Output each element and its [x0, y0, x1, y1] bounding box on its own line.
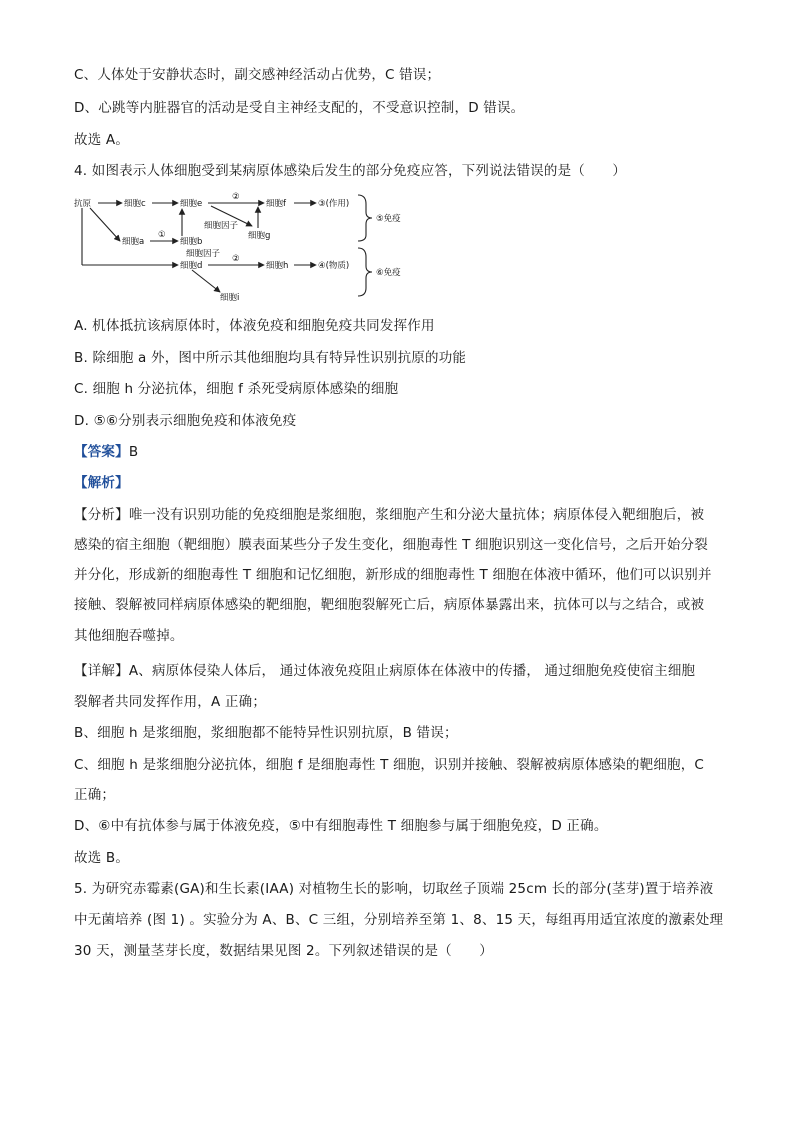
option-d: D. ⑤⑥分别表示细胞免疫和体液免疫: [74, 413, 297, 429]
label-num-2-bottom: ②: [232, 254, 240, 264]
label-cell-i: 细胞i: [220, 293, 240, 302]
label-factor-2: 细胞因子: [186, 249, 221, 259]
label-cell-c: 细胞c: [124, 199, 146, 209]
xiangjie-line-6: D、⑥中有抗体参与属于体液免疫，⑤中有细胞毒性 T 细胞参与属于细胞免疫，D 正确。: [74, 818, 608, 834]
answer-value: B: [128, 444, 139, 460]
analysis-tag: 【解析】: [74, 475, 129, 491]
immune-response-diagram: [74, 190, 434, 302]
answer-tag: 【答案】: [74, 444, 129, 460]
xiangjie-tag: 【详解】: [74, 663, 129, 679]
label-immunity-5: ⑤免疫: [376, 214, 401, 224]
fenxi-line-1: [74, 506, 734, 524]
xiangjie-line-4: C、细胞 h 是浆细胞分泌抗体，细胞 f 是细胞毒性 T 细胞，识别并接触、裂解被病原体感染的靶细胞，C: [74, 757, 705, 773]
question-5-line-3: 30 天，测量茎芽长度，数据结果见图 2。下列叙述错误的是（ ）: [74, 943, 493, 959]
label-cell-g: 细胞g: [248, 231, 271, 241]
label-cell-e: 细胞e: [180, 199, 203, 209]
arrow-d-to-i: [192, 270, 220, 292]
label-cell-b: 细胞b: [180, 237, 203, 247]
fenxi-line-4: 接触、裂解被同样病原体感染的靶细胞，靶细胞裂解死亡后，病原体暴露出来，抗体可以与之结合，或被: [74, 597, 705, 613]
xiangjie-line-2: 裂解者共同发挥作用，A 正确；: [74, 694, 267, 710]
fenxi-tag: 【分析】: [74, 507, 129, 523]
question-5-line-1: 5. 为研究赤霉素(GA)和生长素(IAA) 对植物生长的影响，切取丝子顶端 25cm 长的部分(茎芽)置于培养液: [74, 881, 714, 897]
label-cell-a: 细胞a: [122, 237, 145, 247]
question-4-stem: 4. 如图表示人体细胞受到某病原体感染后发生的部分免疫应答，下列说法错误的是（ ）: [74, 163, 627, 179]
label-cell-f: 细胞f: [266, 199, 286, 209]
answer-line: [74, 443, 734, 461]
label-immunity-6: ⑥免疫: [376, 268, 401, 278]
xiangjie-text: A、病原体侵染人体后， 通过体液免疫阻止病原体在体液中的传播， 通过细胞免疫使宿主细胞: [128, 663, 696, 679]
fenxi-line-5: 其他细胞吞噬掉。: [74, 628, 184, 644]
text-line: 故选 A。: [74, 132, 130, 148]
xiangjie-line-1: [74, 662, 734, 680]
label-num-1: ①: [158, 230, 166, 240]
option-a: A. 机体抵抗该病原体时，体液免疫和细胞免疫共同发挥作用: [74, 318, 435, 334]
label-result-3: ③(作用): [318, 199, 350, 209]
fenxi-text: 唯一没有识别功能的免疫细胞是浆细胞，浆细胞产生和分泌大量抗体；病原体侵入靶细胞后，被: [128, 507, 705, 523]
brace-bottom: [358, 248, 372, 296]
brace-top: [358, 195, 372, 241]
label-factor-1: 细胞因子: [204, 221, 239, 231]
analysis-heading: [74, 474, 734, 492]
label-num-2-top: ②: [232, 192, 240, 202]
xiangjie-line-7: 故选 B。: [74, 850, 130, 866]
question-5-line-2: 中无菌培养 (图 1) 。实验分为 A、B、C 三组，分别培养至第 1、8、15 天，每组再用适宜浓度的激素处理: [74, 912, 724, 928]
label-result-4: ④(物质): [318, 261, 350, 271]
fenxi-line-3: 并分化，形成新的细胞毒性 T 细胞和记忆细胞，新形成的细胞毒性 T 细胞在体液中循环，他们可以识别并: [74, 567, 712, 583]
xiangjie-line-5: 正确；: [74, 787, 116, 803]
xiangjie-line-3: B、细胞 h 是浆细胞，浆细胞都不能特异性识别抗原，B 错误；: [74, 725, 458, 741]
fenxi-line-2: 感染的宿主细胞（靶细胞）膜表面某些分子发生变化，细胞毒性 T 细胞识别这一变化信号，之后开始分裂: [74, 537, 708, 553]
arrow-antigen-to-a: [90, 208, 120, 241]
text-line: D、心跳等内脏器官的活动是受自主神经支配的，不受意识控制，D 错误。: [74, 100, 525, 116]
label-cell-d: 细胞d: [180, 261, 203, 271]
label-cell-h: 细胞h: [266, 261, 289, 271]
text-line: C、人体处于安静状态时，副交感神经活动占优势，C 错误；: [74, 67, 441, 83]
option-b: B. 除细胞 a 外，图中所示其他细胞均具有特异性识别抗原的功能: [74, 350, 467, 366]
option-c: C. 细胞 h 分泌抗体，细胞 f 杀死受病原体感染的细胞: [74, 381, 399, 397]
label-antigen: 抗原: [74, 199, 92, 209]
